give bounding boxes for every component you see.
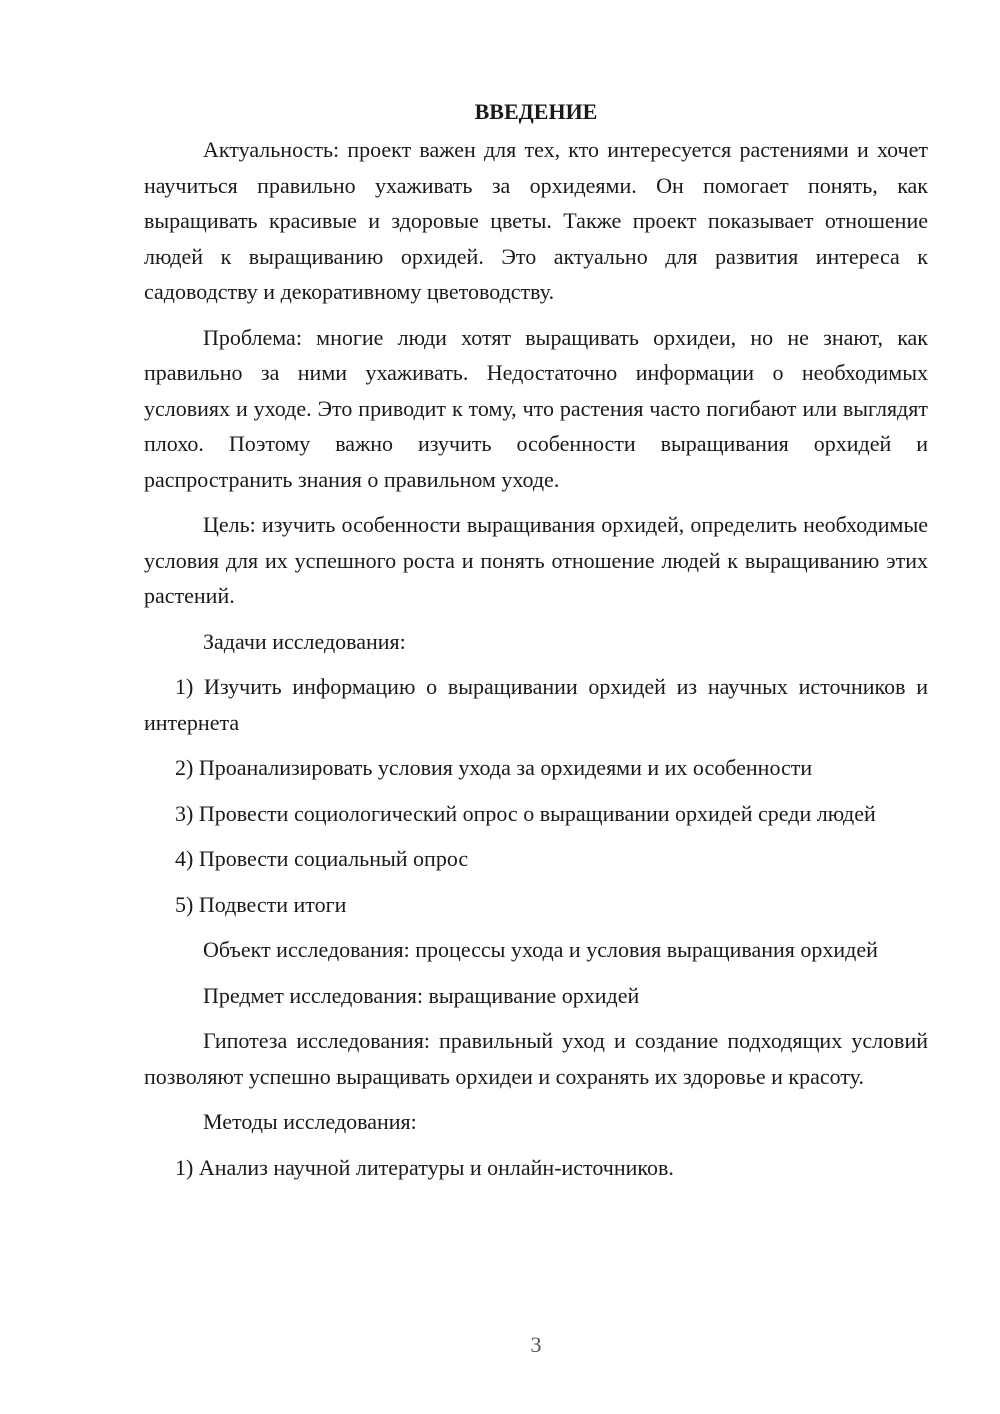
section-title: ВВЕДЕНИЕ [474, 99, 598, 124]
tasks-heading: Задачи исследования: [203, 628, 406, 654]
task-item-1: 1) Изучить информацию о выращивании орхидей из научных источников и интернета [144, 674, 928, 735]
task-item-4: 4) Провести социальный опрос [175, 846, 469, 871]
document-page [144, 94, 928, 1195]
goal-paragraph: Цель: изучить особенности выращивания орхидей, определить необходимые условия для их успешного роста и понять отношение людей к выращиванию этих растений. [144, 512, 928, 608]
subject-paragraph: Предмет исследования: выращивание орхидей [203, 982, 640, 1008]
object-paragraph: Объект исследования: процессы ухода и условия выращивания орхидей [203, 937, 878, 962]
task-item-3: 3) Провести социологический опрос о выращивании орхидей среди людей [175, 800, 876, 826]
method-item-1: 1) Анализ научной литературы и онлайн-источников. [175, 1154, 674, 1180]
problem-paragraph: Проблема: многие люди хотят выращивать орхидеи, но не знают, как правильно за ними ухаживать. Недостаточно информации о необходимых условиях и уходе. Это приводит к тому, что растения часто погибают или выглядят плохо. Поэтому важно изучить особенности выращивания орхидей и распространить знания о правильном уходе. [144, 324, 928, 492]
relevance-paragraph: Актуальность: проект важен для тех, кто интересуется растениями и хочет научиться правильно ухаживать за орхидеями. Он помогает понять, как выращивать красивые и здоровые цветы. Также проект показывает отношение людей к выращиванию орхидей. Это актуально для развития интереса к садоводству и декоративному цветоводству. [144, 137, 928, 304]
task-item-5: 5) Подвести итоги [175, 891, 347, 917]
page-number: 3 [530, 1332, 542, 1357]
task-item-2: 2) Проанализировать условия ухода за орхидеями и их особенности [175, 755, 813, 780]
methods-heading: Методы исследования: [203, 1109, 417, 1134]
hypothesis-paragraph: Гипотеза исследования: правильный уход и создание подходящих условий позволяют успешно выращивать орхидеи и сохранять их здоровье и красоту. [144, 1028, 928, 1089]
